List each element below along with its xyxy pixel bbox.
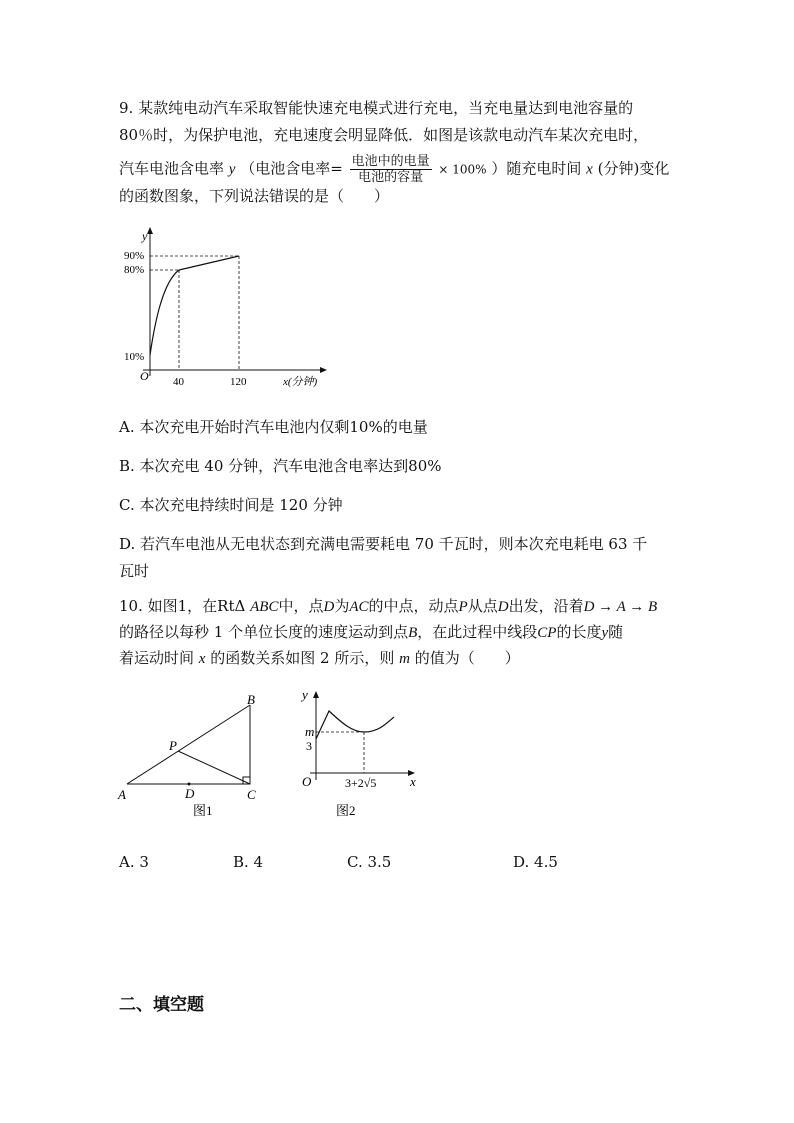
- fraction-multiplier: × 100%: [438, 162, 487, 177]
- q9-line-3-mid: （电池含电率=: [240, 159, 343, 178]
- q10-l1m: D → A → B: [583, 599, 658, 615]
- origin-label: O: [302, 774, 312, 789]
- q9-option-b: B. 本次充电 40 分钟，汽车电池含电率达到80%: [119, 457, 442, 475]
- q10-l3e: 的值为（ ）: [414, 649, 520, 667]
- y-tick-90: 90%: [124, 250, 145, 262]
- q10-line-2: [119, 622, 623, 643]
- q9-line-1: 9. 某款纯电动汽车采取智能快速充电模式进行充电，当充电量达到电池容量的: [119, 99, 634, 117]
- q10-l1h: 的中点，动点: [368, 597, 459, 615]
- q10-l1a: 10. 如图1，在Rt: [119, 597, 235, 615]
- fraction-denominator: 电池的容量: [358, 170, 424, 185]
- q10-l2d: CP: [537, 625, 557, 641]
- y-axis-arrow: [147, 227, 153, 234]
- right-angle-mark: [243, 777, 250, 784]
- fig1-caption: 图1: [193, 803, 213, 818]
- q9-line-3: [119, 154, 669, 185]
- q10-l1b: Δ: [234, 597, 246, 615]
- q9-option-a: A. 本次充电开始时汽车电池内仅剩10%的电量: [119, 418, 428, 436]
- q10-figure-1: [115, 692, 270, 822]
- q10-l2b: B: [408, 625, 418, 641]
- q9-option-d: D. 若汽车电池从无电状态到充满电需要耗电 70 千瓦时，则本次充电耗电 63 千: [119, 535, 648, 553]
- q10-l1f: 为: [334, 597, 350, 615]
- q9-line-4: 的函数图象，下列说法错误的是（ ）: [119, 187, 390, 205]
- x-axis-label: x(分钟): [283, 376, 318, 388]
- q10-l2c: ，在此过程中线段: [417, 623, 538, 641]
- q10-l3b: x: [198, 651, 206, 667]
- q10-l1g: AC: [349, 599, 369, 615]
- q9-line-2: 80％时，为保护电池，充电速度会明显降低．如图是该款电动汽车某次充电时，: [119, 126, 649, 144]
- var-y: y: [228, 161, 236, 178]
- three-label: 3: [306, 739, 312, 753]
- graph-curve: [316, 711, 394, 739]
- side-ab: [127, 705, 250, 784]
- label-a: A: [118, 787, 126, 802]
- q9-line-3-post2: (分钟)变化: [597, 159, 670, 178]
- charge-rate-fraction: [350, 154, 432, 185]
- q10-l3d: m: [399, 651, 410, 667]
- q10-l3a: 着运动时间: [119, 649, 195, 667]
- q10-figure-2: [290, 688, 425, 823]
- q9-option-d-continued: 瓦时: [119, 562, 150, 580]
- q10-l1i: P: [458, 599, 468, 615]
- q10-line-1: [119, 596, 657, 617]
- fraction-numerator: 电池中的电量: [351, 154, 430, 169]
- q10-l2f: y: [601, 625, 609, 641]
- x-axis-arrow: [320, 367, 327, 373]
- q10-l3c: 的函数关系如图 2 所示，则: [210, 649, 395, 667]
- q10-l1e: D: [323, 599, 335, 615]
- origin-label: O: [140, 369, 149, 383]
- q10-option-c: C. 3.5: [347, 853, 392, 871]
- q10-l1d: 中，点: [278, 597, 324, 615]
- q10-l1j: 从点: [467, 597, 498, 615]
- x-tick-40: 40: [173, 376, 184, 388]
- section-heading: 二、填空题: [119, 995, 204, 1015]
- q10-l2a: 的路径以每秒 1 个单位长度的速度运动到点: [119, 623, 409, 641]
- curve-segment-1: [150, 270, 179, 355]
- q10-l2g: 随: [608, 623, 624, 641]
- q9-chart: [115, 226, 330, 391]
- q10-option-b: B. 4: [233, 853, 264, 871]
- q10-l1c: ABC: [250, 599, 279, 615]
- x-value-label: 3+2√5: [345, 776, 377, 790]
- x-tick-120: 120: [230, 376, 247, 388]
- y-tick-10: 10%: [124, 351, 145, 363]
- segment-pc: [178, 751, 250, 784]
- label-d: D: [185, 786, 195, 801]
- y-axis-label: y: [142, 229, 148, 243]
- q9-line-3-pre: 汽车电池含电率: [119, 159, 225, 178]
- q9-line-3-post1: ）随充电时间: [491, 159, 582, 178]
- label-p: P: [169, 738, 177, 753]
- q9-option-c: C. 本次充电持续时间是 120 分钟: [119, 496, 343, 514]
- q10-l1l: 出发，沿着: [508, 597, 584, 615]
- q10-l2e: 的长度: [556, 623, 602, 641]
- m-label: m: [305, 724, 315, 739]
- var-x: x: [586, 161, 593, 178]
- y-tick-80: 80%: [124, 264, 145, 276]
- q10-l1k: D: [497, 599, 509, 615]
- q10-option-a: A. 3: [119, 853, 149, 871]
- curve-segment-2: [179, 256, 239, 270]
- label-c: C: [247, 787, 256, 802]
- fig2-caption: 图2: [336, 803, 356, 818]
- q10-option-d: D. 4.5: [513, 853, 558, 871]
- q10-line-3: [119, 648, 520, 669]
- label-b: B: [247, 692, 255, 707]
- x-label: x: [410, 774, 416, 789]
- y-label: y: [302, 688, 308, 702]
- y-axis-arrow: [313, 691, 319, 698]
